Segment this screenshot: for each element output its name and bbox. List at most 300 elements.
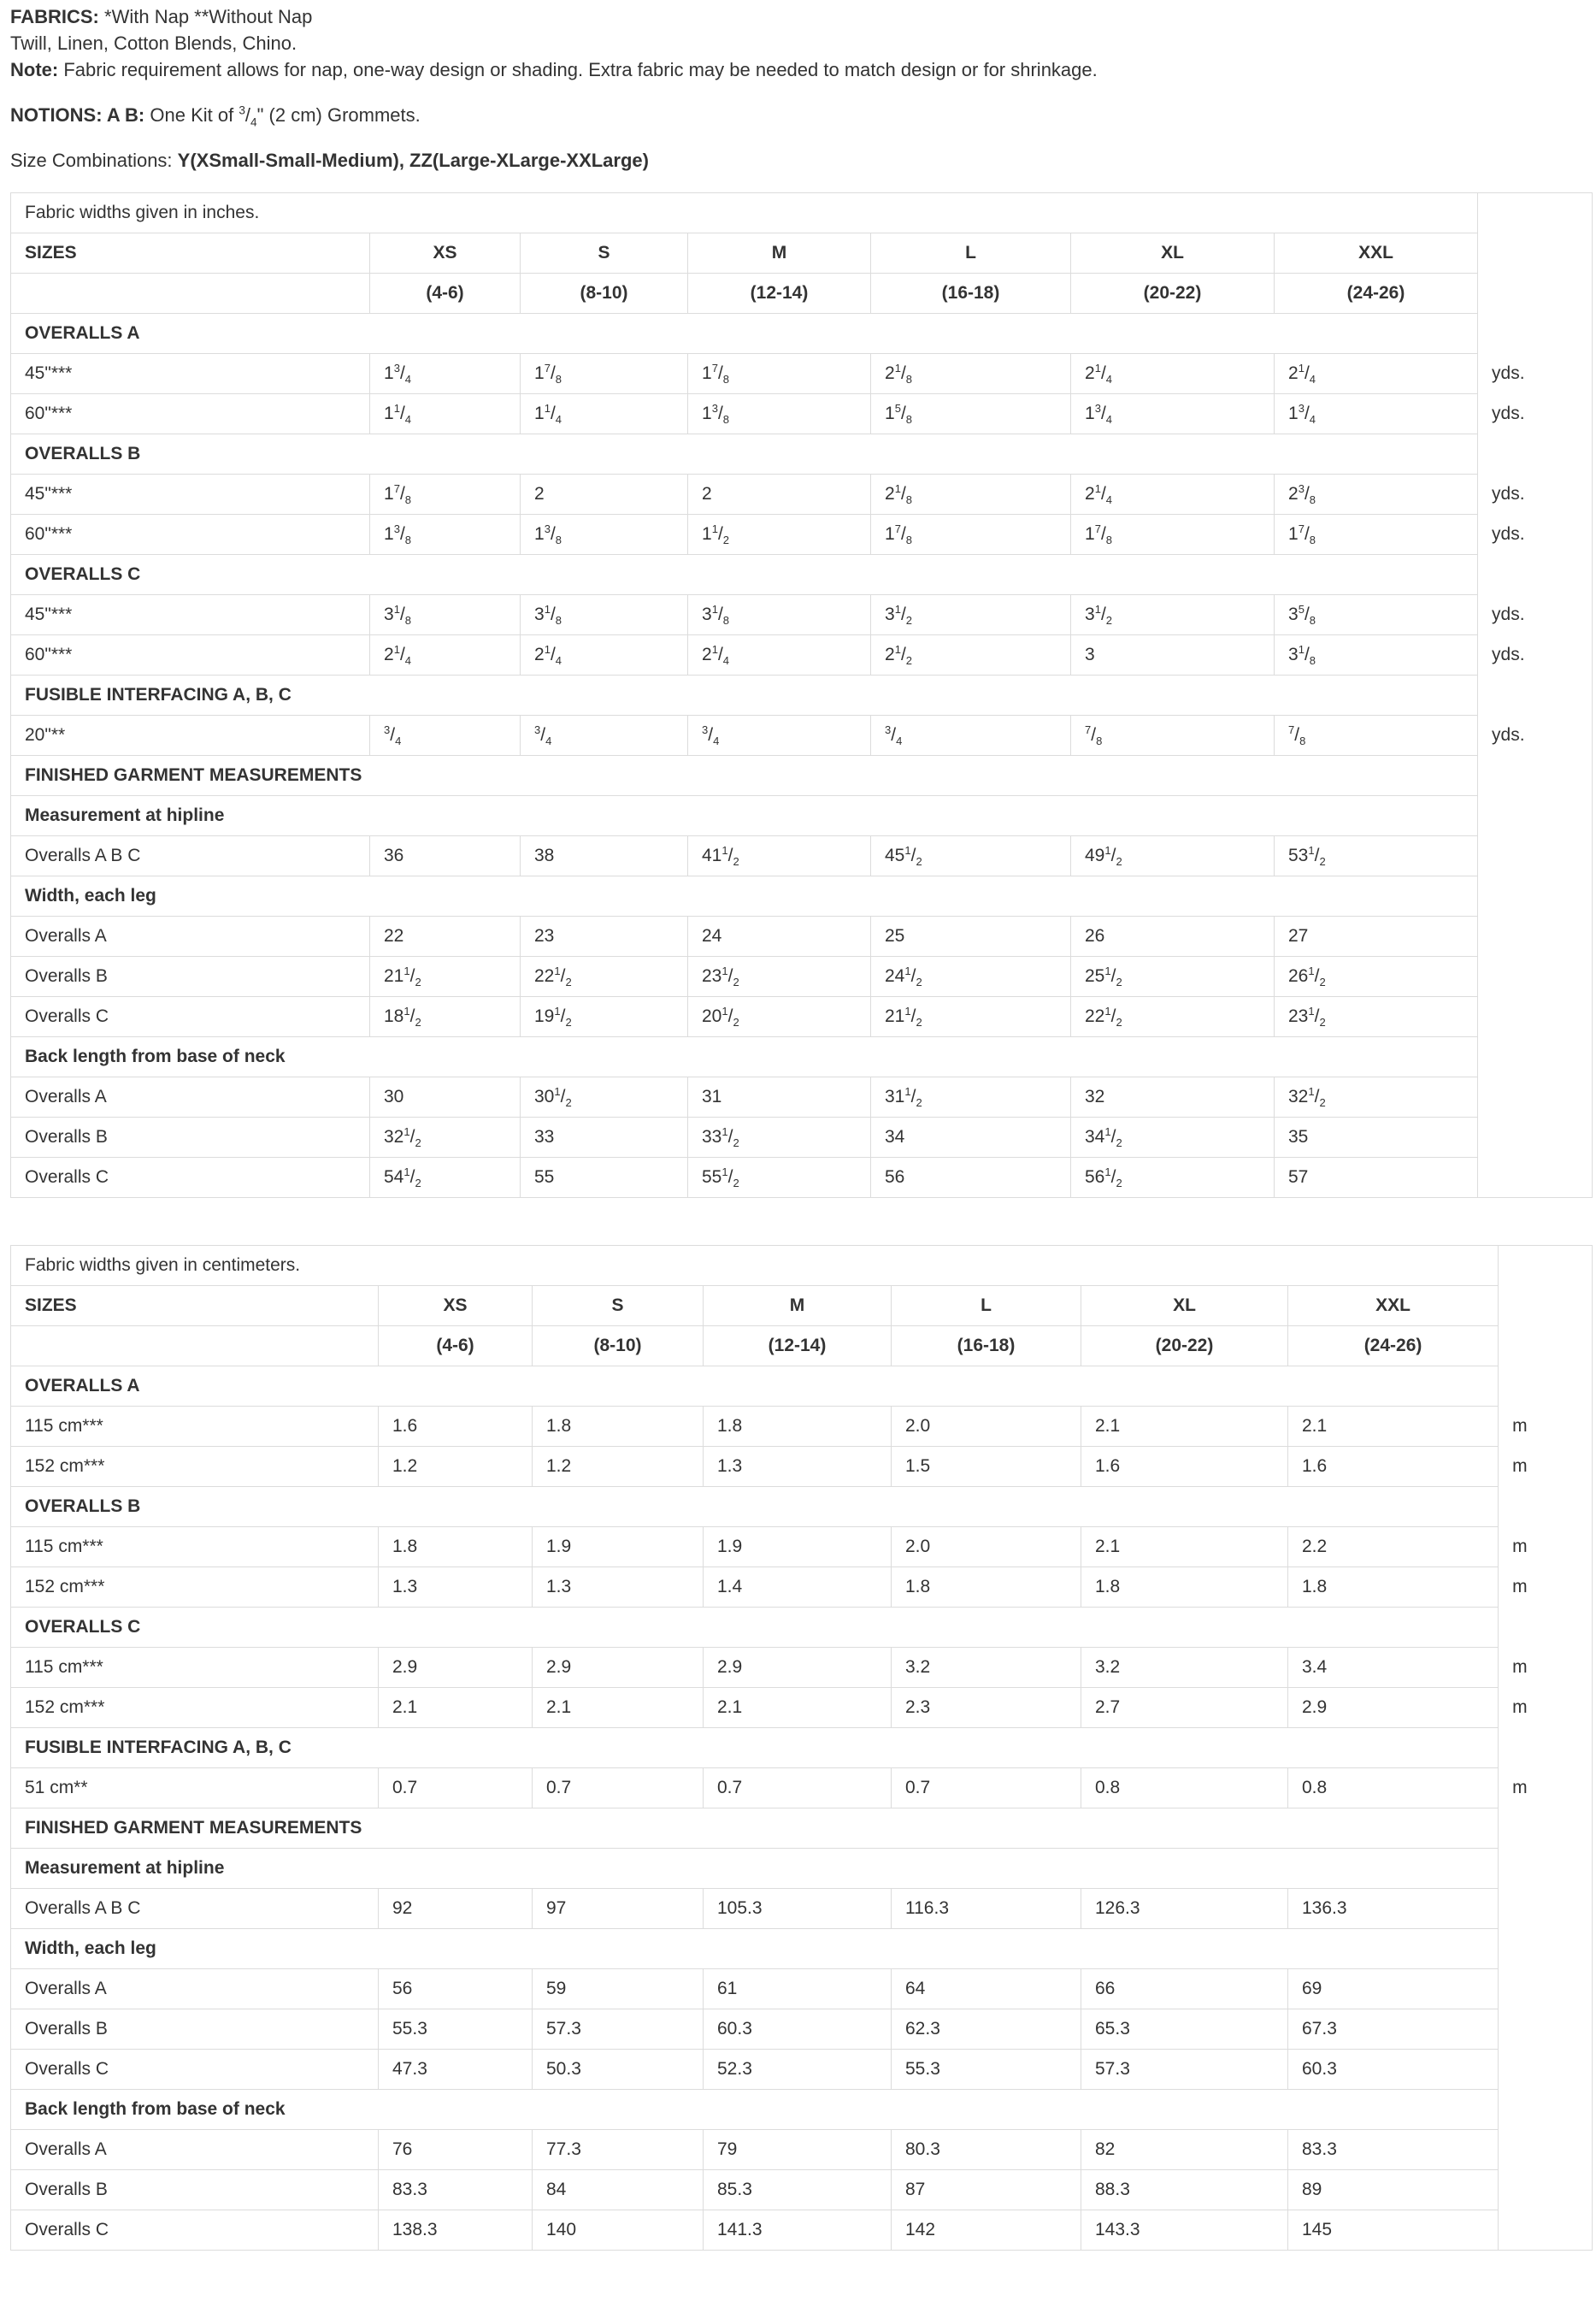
row-value: 105.3 <box>704 1889 892 1929</box>
row-value: $1^3/_8$ <box>688 394 871 434</box>
unit-cell-empty <box>1478 957 1593 997</box>
row-value: $1^7/_8$ <box>871 515 1071 555</box>
row-value: 1.6 <box>379 1407 533 1447</box>
row-value: 1.8 <box>704 1407 892 1447</box>
row-value: 116.3 <box>892 1889 1081 1929</box>
row-value: 2.1 <box>1081 1407 1288 1447</box>
section-heading: Measurement at hipline <box>11 1849 1499 1889</box>
table-row <box>11 394 1593 434</box>
caption-row <box>11 1246 1593 1286</box>
unit-cell: yds. <box>1478 475 1593 515</box>
row-value: 1.8 <box>1288 1567 1499 1608</box>
row-value: 79 <box>704 2130 892 2170</box>
row-value: 62.3 <box>892 2009 1081 2050</box>
row-label: 51 cm** <box>11 1768 379 1808</box>
row-value: $32^1/_2$ <box>1275 1077 1478 1118</box>
row-value: $^3/_4$ <box>688 716 871 756</box>
row-label: Overalls B <box>11 1118 370 1158</box>
row-value: 1.2 <box>379 1447 533 1487</box>
row-value: 136.3 <box>1288 1889 1499 1929</box>
row-value: 50.3 <box>533 2050 704 2090</box>
table-caption: Fabric widths given in centimeters. <box>11 1246 1499 1286</box>
intro <box>10 3 1586 174</box>
row-value: 76 <box>379 2130 533 2170</box>
row-value: $18^1/_2$ <box>370 997 521 1037</box>
fabrics-label: FABRICS: <box>10 6 99 27</box>
size-range: (8-10) <box>521 274 688 314</box>
row-value: 60.3 <box>704 2009 892 2050</box>
row-value: 1.3 <box>704 1447 892 1487</box>
unit-cell-empty <box>1478 314 1593 354</box>
row-value: $1^3/_8$ <box>521 515 688 555</box>
row-label: 115 cm*** <box>11 1648 379 1688</box>
row-value: $3^1/_8$ <box>370 595 521 635</box>
size-range-label-empty <box>11 274 370 314</box>
row-value: 1.3 <box>379 1567 533 1608</box>
row-label: Overalls A <box>11 1969 379 2009</box>
unit-cell-empty <box>1478 274 1593 314</box>
row-value: $22^1/_2$ <box>521 957 688 997</box>
size-range: (4-6) <box>370 274 521 314</box>
size-header: XL <box>1071 233 1275 274</box>
row-value: 85.3 <box>704 2170 892 2210</box>
row-label: Overalls C <box>11 2050 379 2090</box>
row-label: Overalls C <box>11 997 370 1037</box>
unit-cell-empty <box>1478 1118 1593 1158</box>
row-value: $22^1/_2$ <box>1071 997 1275 1037</box>
row-value: $^3/_4$ <box>521 716 688 756</box>
row-value: $2^1/_4$ <box>521 635 688 676</box>
row-value: $1^3/_4$ <box>370 354 521 394</box>
unit-cell-empty <box>1499 1286 1593 1326</box>
section-heading: OVERALLS C <box>11 555 1478 595</box>
section-heading: FINISHED GARMENT MEASUREMENTS <box>11 756 1478 796</box>
row-value: 140 <box>533 2210 704 2251</box>
size-range: (4-6) <box>379 1326 533 1366</box>
unit-cell-empty <box>1499 1808 1593 1849</box>
size-header: L <box>892 1286 1081 1326</box>
row-value: $31^1/_2$ <box>871 1077 1071 1118</box>
row-value: 3.4 <box>1288 1648 1499 1688</box>
row-value: 2.0 <box>892 1527 1081 1567</box>
row-value: 61 <box>704 1969 892 2009</box>
row-value: 2.1 <box>1288 1407 1499 1447</box>
size-range: (12-14) <box>704 1326 892 1366</box>
table-row <box>11 1527 1593 1567</box>
row-value: $3^1/_2$ <box>1071 595 1275 635</box>
row-value: $23^1/_2$ <box>1275 997 1478 1037</box>
row-label: 60"*** <box>11 635 370 676</box>
section-row <box>11 676 1593 716</box>
section-heading: OVERALLS B <box>11 434 1478 475</box>
size-header: L <box>871 233 1071 274</box>
row-value: 82 <box>1081 2130 1288 2170</box>
row-value: 142 <box>892 2210 1081 2251</box>
row-value: 2 <box>688 475 871 515</box>
unit-cell: yds. <box>1478 354 1593 394</box>
row-value: $1^7/_8$ <box>521 354 688 394</box>
unit-cell-empty <box>1478 796 1593 836</box>
row-value: 0.8 <box>1288 1768 1499 1808</box>
unit-cell-empty <box>1499 1728 1593 1768</box>
section-heading: OVERALLS B <box>11 1487 1499 1527</box>
unit-cell-empty <box>1499 2090 1593 2130</box>
unit-cell-empty <box>1499 1969 1593 2009</box>
row-label: Overalls A B C <box>11 1889 379 1929</box>
section-row <box>11 1808 1593 1849</box>
row-label: Overalls A B C <box>11 836 370 876</box>
unit-cell: yds. <box>1478 716 1593 756</box>
row-label: 152 cm*** <box>11 1447 379 1487</box>
row-value: $26^1/_2$ <box>1275 957 1478 997</box>
table-row <box>11 1118 1593 1158</box>
row-value: $32^1/_2$ <box>370 1118 521 1158</box>
row-value: 47.3 <box>379 2050 533 2090</box>
row-value: $1^3/_4$ <box>1071 394 1275 434</box>
row-value: 30 <box>370 1077 521 1118</box>
unit-cell-empty <box>1478 756 1593 796</box>
row-value: 1.9 <box>704 1527 892 1567</box>
row-value: 64 <box>892 1969 1081 2009</box>
section-heading: Width, each leg <box>11 1929 1499 1969</box>
table-row <box>11 2050 1593 2090</box>
unit-cell-empty <box>1478 997 1593 1037</box>
section-heading: OVERALLS C <box>11 1608 1499 1648</box>
notions-fraction: $^3/_4$ <box>239 103 257 129</box>
row-value: $^3/_4$ <box>370 716 521 756</box>
row-value: 2.1 <box>1081 1527 1288 1567</box>
unit-cell-empty <box>1499 1889 1593 1929</box>
section-row <box>11 1487 1593 1527</box>
unit-cell-empty <box>1499 1366 1593 1407</box>
unit-cell-empty <box>1478 193 1593 233</box>
fabrics-nap-legend: *With Nap **Without Nap <box>104 6 313 27</box>
notions-line <box>10 102 1586 128</box>
section-row <box>11 555 1593 595</box>
unit-cell: m <box>1499 1567 1593 1608</box>
row-value: 141.3 <box>704 2210 892 2251</box>
size-range: (12-14) <box>688 274 871 314</box>
sizes-label: SIZES <box>11 1286 379 1326</box>
table-row <box>11 1158 1593 1198</box>
section-row <box>11 1929 1593 1969</box>
table-row <box>11 1407 1593 1447</box>
row-value: 138.3 <box>379 2210 533 2251</box>
size-range: (20-22) <box>1081 1326 1288 1366</box>
row-value: 145 <box>1288 2210 1499 2251</box>
row-value: $1^1/_2$ <box>688 515 871 555</box>
size-range-row <box>11 274 1593 314</box>
row-value: 88.3 <box>1081 2170 1288 2210</box>
row-value: 56 <box>379 1969 533 2009</box>
size-range: (24-26) <box>1275 274 1478 314</box>
row-value: 36 <box>370 836 521 876</box>
yardage-table-inches <box>10 192 1593 1198</box>
unit-cell-empty <box>1499 2130 1593 2170</box>
row-value: 83.3 <box>379 2170 533 2210</box>
unit-cell: yds. <box>1478 595 1593 635</box>
unit-cell-empty <box>1478 917 1593 957</box>
section-row <box>11 1366 1593 1407</box>
unit-cell: m <box>1499 1688 1593 1728</box>
table-row <box>11 2210 1593 2251</box>
table-row <box>11 1768 1593 1808</box>
row-value: 143.3 <box>1081 2210 1288 2251</box>
row-value: $34^1/_2$ <box>1071 1118 1275 1158</box>
size-range: (24-26) <box>1288 1326 1499 1366</box>
row-value: 89 <box>1288 2170 1499 2210</box>
row-value: 1.9 <box>533 1527 704 1567</box>
row-value: $2^1/_4$ <box>370 635 521 676</box>
row-value: 1.6 <box>1288 1447 1499 1487</box>
unit-cell-empty <box>1478 1077 1593 1118</box>
row-label: 20"** <box>11 716 370 756</box>
row-value: $33^1/_2$ <box>688 1118 871 1158</box>
row-value: 83.3 <box>1288 2130 1499 2170</box>
unit-cell-empty <box>1499 1246 1593 1286</box>
row-label: 152 cm*** <box>11 1567 379 1608</box>
unit-cell-empty <box>1499 1608 1593 1648</box>
row-value: 97 <box>533 1889 704 1929</box>
unit-cell-empty <box>1499 2170 1593 2210</box>
notions-post: " (2 cm) Grommets. <box>256 104 421 126</box>
size-header: M <box>688 233 871 274</box>
table-row <box>11 1969 1593 2009</box>
row-value: $1^1/_4$ <box>370 394 521 434</box>
row-label: Overalls B <box>11 2170 379 2210</box>
section-heading: FUSIBLE INTERFACING A, B, C <box>11 1728 1499 1768</box>
row-value: $45^1/_2$ <box>871 836 1071 876</box>
section-heading: FUSIBLE INTERFACING A, B, C <box>11 676 1478 716</box>
table-row <box>11 957 1593 997</box>
row-value: 55.3 <box>892 2050 1081 2090</box>
row-value: $3^1/_2$ <box>871 595 1071 635</box>
size-range: (8-10) <box>533 1326 704 1366</box>
size-range-label-empty <box>11 1326 379 1366</box>
row-value: 0.7 <box>704 1768 892 1808</box>
section-row <box>11 2090 1593 2130</box>
row-value: 56 <box>871 1158 1071 1198</box>
table-caption: Fabric widths given in inches. <box>11 193 1478 233</box>
section-row <box>11 434 1593 475</box>
row-label: Overalls B <box>11 957 370 997</box>
row-value: $1^7/_8$ <box>1275 515 1478 555</box>
row-value: $2^3/_8$ <box>1275 475 1478 515</box>
table-row <box>11 354 1593 394</box>
section-row <box>11 1608 1593 1648</box>
section-heading: OVERALLS A <box>11 314 1478 354</box>
row-value: 1.2 <box>533 1447 704 1487</box>
table-row <box>11 1077 1593 1118</box>
section-heading: Back length from base of neck <box>11 1037 1478 1077</box>
unit-cell-empty <box>1499 1487 1593 1527</box>
row-value: 2.1 <box>533 1688 704 1728</box>
row-value: $^7/_8$ <box>1275 716 1478 756</box>
fabrics-list: Twill, Linen, Cotton Blends, Chino. <box>10 32 297 54</box>
row-value: 22 <box>370 917 521 957</box>
row-value: 87 <box>892 2170 1081 2210</box>
unit-cell: m <box>1499 1768 1593 1808</box>
table-row <box>11 1688 1593 1728</box>
table-row <box>11 2170 1593 2210</box>
row-value: 77.3 <box>533 2130 704 2170</box>
table-row <box>11 515 1593 555</box>
section-row <box>11 1037 1593 1077</box>
row-label: 45"*** <box>11 354 370 394</box>
row-value: 0.8 <box>1081 1768 1288 1808</box>
unit-cell: m <box>1499 1407 1593 1447</box>
table-row <box>11 595 1593 635</box>
size-combinations-value: Y(XSmall-Small-Medium), ZZ(Large-XLarge-XXLarge) <box>177 150 649 171</box>
row-value: $2^1/_4$ <box>1071 475 1275 515</box>
table-row <box>11 1648 1593 1688</box>
row-value: 52.3 <box>704 2050 892 2090</box>
row-value: 32 <box>1071 1077 1275 1118</box>
section-row <box>11 796 1593 836</box>
row-value: $1^7/_8$ <box>370 475 521 515</box>
unit-cell-empty <box>1478 1037 1593 1077</box>
size-range: (16-18) <box>871 274 1071 314</box>
section-row <box>11 756 1593 796</box>
row-value: 3.2 <box>1081 1648 1288 1688</box>
fabrics-line <box>10 3 1586 30</box>
table-row <box>11 1567 1593 1608</box>
row-value: $3^5/_8$ <box>1275 595 1478 635</box>
row-label: Overalls C <box>11 1158 370 1198</box>
row-value: 2.1 <box>379 1688 533 1728</box>
row-value: 80.3 <box>892 2130 1081 2170</box>
section-heading: Measurement at hipline <box>11 796 1478 836</box>
row-value: 1.8 <box>533 1407 704 1447</box>
row-value: $2^1/_4$ <box>1071 354 1275 394</box>
row-value: 1.5 <box>892 1447 1081 1487</box>
size-header: XXL <box>1288 1286 1499 1326</box>
row-value: $1^7/_8$ <box>688 354 871 394</box>
unit-cell-empty <box>1499 1849 1593 1889</box>
size-header: XXL <box>1275 233 1478 274</box>
row-value: $53^1/_2$ <box>1275 836 1478 876</box>
unit-cell: m <box>1499 1447 1593 1487</box>
unit-cell: m <box>1499 1648 1593 1688</box>
row-value: 24 <box>688 917 871 957</box>
row-value: $3^1/_8$ <box>521 595 688 635</box>
row-label: Overalls A <box>11 1077 370 1118</box>
size-header: S <box>521 233 688 274</box>
row-value: 31 <box>688 1077 871 1118</box>
row-value: 57 <box>1275 1158 1478 1198</box>
size-range: (16-18) <box>892 1326 1081 1366</box>
unit-cell-empty <box>1478 876 1593 917</box>
row-value: $^7/_8$ <box>1071 716 1275 756</box>
size-header: M <box>704 1286 892 1326</box>
row-value: 2.3 <box>892 1688 1081 1728</box>
row-value: 23 <box>521 917 688 957</box>
table-row <box>11 2009 1593 2050</box>
unit-cell-empty <box>1499 2210 1593 2251</box>
size-combinations-line <box>10 147 1586 174</box>
row-value: $2^1/_2$ <box>871 635 1071 676</box>
row-label: 45"*** <box>11 595 370 635</box>
unit-cell: yds. <box>1478 394 1593 434</box>
sizes-header-row <box>11 233 1593 274</box>
table-row <box>11 836 1593 876</box>
unit-cell-empty <box>1478 1158 1593 1198</box>
row-value: $24^1/_2$ <box>871 957 1071 997</box>
row-value: 67.3 <box>1288 2009 1499 2050</box>
unit-cell-empty <box>1478 555 1593 595</box>
table-row <box>11 1447 1593 1487</box>
size-range-row <box>11 1326 1593 1366</box>
section-heading: Back length from base of neck <box>11 2090 1499 2130</box>
row-value: 1.3 <box>533 1567 704 1608</box>
row-value: 27 <box>1275 917 1478 957</box>
note-label: Note: <box>10 59 59 80</box>
unit-cell-empty <box>1499 1929 1593 1969</box>
row-value: $1^3/_4$ <box>1275 394 1478 434</box>
row-label: 152 cm*** <box>11 1688 379 1728</box>
row-value: $1^5/_8$ <box>871 394 1071 434</box>
row-value: $2^1/_4$ <box>688 635 871 676</box>
row-value: 33 <box>521 1118 688 1158</box>
row-value: $54^1/_2$ <box>370 1158 521 1198</box>
row-value: 0.7 <box>379 1768 533 1808</box>
table-row <box>11 2130 1593 2170</box>
table-row <box>11 716 1593 756</box>
row-label: Overalls B <box>11 2009 379 2050</box>
section-heading: OVERALLS A <box>11 1366 1499 1407</box>
row-value: 57.3 <box>1081 2050 1288 2090</box>
notions-pre: One Kit of <box>150 104 234 126</box>
row-value: 2.2 <box>1288 1527 1499 1567</box>
unit-cell: yds. <box>1478 635 1593 676</box>
row-label: 60"*** <box>11 394 370 434</box>
section-heading: Width, each leg <box>11 876 1478 917</box>
row-label: 115 cm*** <box>11 1407 379 1447</box>
row-value: $21^1/_2$ <box>370 957 521 997</box>
row-value: $3^1/_8$ <box>1275 635 1478 676</box>
row-label: 60"*** <box>11 515 370 555</box>
row-label: 115 cm*** <box>11 1527 379 1567</box>
table-row <box>11 635 1593 676</box>
row-value: $56^1/_2$ <box>1071 1158 1275 1198</box>
unit-cell-empty <box>1478 676 1593 716</box>
row-value: $1^7/_8$ <box>1071 515 1275 555</box>
table-row <box>11 475 1593 515</box>
note-line <box>10 56 1586 83</box>
row-label: 45"*** <box>11 475 370 515</box>
row-value: 59 <box>533 1969 704 2009</box>
table-row <box>11 997 1593 1037</box>
unit-cell-empty <box>1478 233 1593 274</box>
row-value: 1.8 <box>1081 1567 1288 1608</box>
row-value: 1.8 <box>892 1567 1081 1608</box>
note-text: Fabric requirement allows for nap, one-way design or shading. Extra fabric may be needed to match design or for shrinkage. <box>63 59 1098 80</box>
row-value: 65.3 <box>1081 2009 1288 2050</box>
notions-label: NOTIONS: A B: <box>10 104 145 126</box>
row-value: 1.4 <box>704 1567 892 1608</box>
unit-cell: m <box>1499 1527 1593 1567</box>
row-value: $1^1/_4$ <box>521 394 688 434</box>
row-label: Overalls C <box>11 2210 379 2251</box>
size-header: XL <box>1081 1286 1288 1326</box>
row-value: 35 <box>1275 1118 1478 1158</box>
unit-cell-empty <box>1499 2050 1593 2090</box>
row-value: 126.3 <box>1081 1889 1288 1929</box>
row-value: 0.7 <box>892 1768 1081 1808</box>
row-value: $2^1/_8$ <box>871 354 1071 394</box>
row-value: 2.9 <box>1288 1688 1499 1728</box>
unit-cell-empty <box>1499 2009 1593 2050</box>
